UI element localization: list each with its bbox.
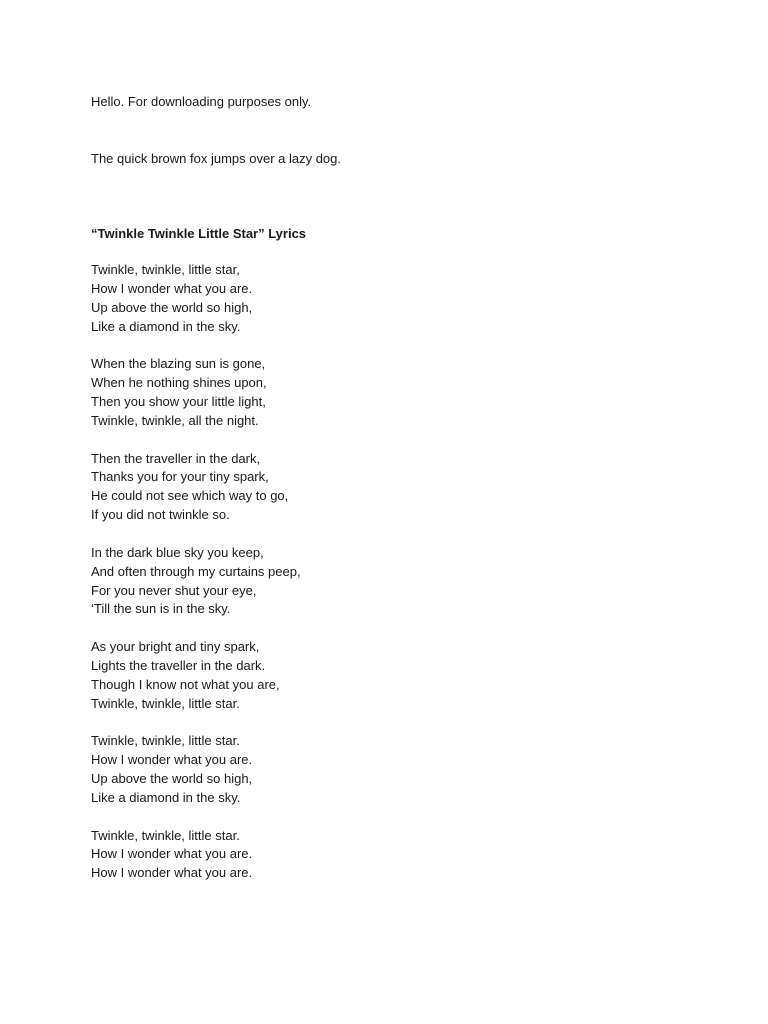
lyric-line: Thanks you for your tiny spark,	[91, 469, 269, 485]
lyric-line: Twinkle, twinkle, little star.	[91, 695, 240, 711]
lyric-line: For you never shut your eye,	[91, 582, 257, 598]
stanza-3	[91, 450, 301, 526]
stanza-4	[91, 544, 301, 620]
stanza-2	[91, 355, 301, 431]
lyric-line: When he nothing shines upon,	[91, 375, 267, 391]
lyric-line: How I wonder what you are.	[91, 752, 253, 768]
lyric-line: Twinkle, twinkle, little star.	[91, 733, 240, 749]
lyrics-title: “Twinkle Twinkle Little Star” Lyrics	[91, 226, 307, 241]
stanza-1	[91, 261, 301, 337]
lyric-line: Twinkle, twinkle, little star,	[91, 262, 240, 277]
lyric-line: How I wonder what you are.	[91, 846, 253, 862]
lyric-line: Like a diamond in the sky.	[91, 789, 241, 805]
lyric-line: Up above the world so high,	[91, 299, 253, 315]
lyric-line: How I wonder what you are.	[91, 865, 253, 881]
stanza-7	[91, 827, 301, 884]
lyric-line: And often through my curtains peep,	[91, 563, 301, 579]
lyric-line: Lights the traveller in the dark.	[91, 657, 266, 673]
lyrics-body	[91, 261, 301, 902]
lyric-line: ‘Till the sun is in the sky.	[91, 601, 231, 617]
lyric-line: Though I know not what you are,	[91, 676, 280, 692]
lyric-line: In the dark blue sky you keep,	[91, 544, 264, 560]
lyric-line: He could not see which way to go,	[91, 488, 289, 504]
lyric-line: How I wonder what you are.	[91, 280, 253, 296]
lyric-line: As your bright and tiny spark,	[91, 639, 260, 654]
lyric-line: When the blazing sun is gone,	[91, 356, 266, 372]
lyric-line: Then the traveller in the dark,	[91, 450, 261, 466]
lyric-line: Like a diamond in the sky.	[91, 318, 241, 334]
lyric-line: If you did not twinkle so.	[91, 507, 230, 523]
intro-line-1: Hello. For downloading purposes only.	[91, 94, 312, 109]
lyric-line: Twinkle, twinkle, little star.	[91, 827, 240, 843]
stanza-6	[91, 732, 301, 808]
stanza-5	[91, 638, 301, 714]
lyric-line: Up above the world so high,	[91, 771, 253, 787]
lyric-line: Twinkle, twinkle, all the night.	[91, 412, 259, 428]
intro-line-2: The quick brown fox jumps over a lazy dog.	[91, 151, 342, 166]
lyric-line: Then you show your little light,	[91, 394, 266, 410]
